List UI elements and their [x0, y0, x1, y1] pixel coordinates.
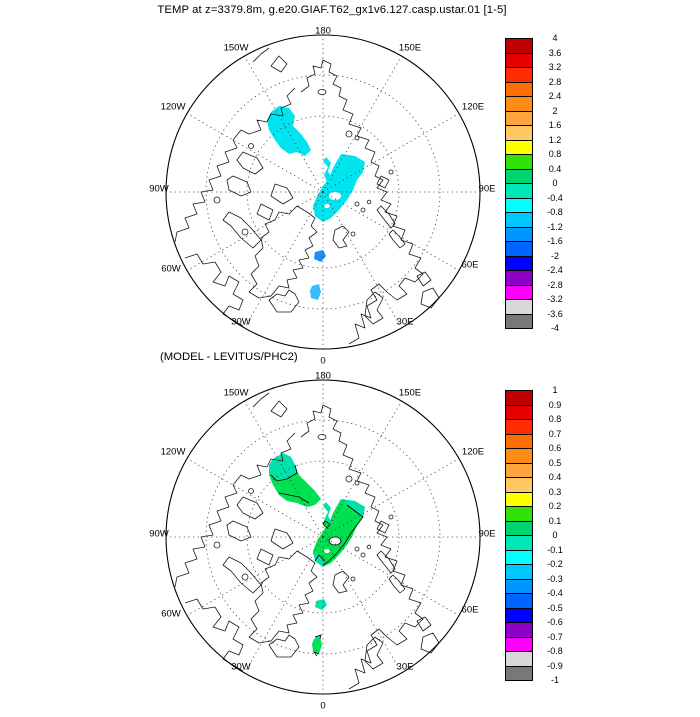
colorbar-box	[505, 212, 533, 228]
colorbar-tick-label: 0.5	[548, 457, 562, 468]
lon-label-30W: 30W	[231, 316, 251, 328]
colorbar-tick-label: -1	[550, 675, 559, 685]
colorbar-box	[505, 241, 533, 257]
colorbar-tick-label: 1.2	[548, 134, 562, 145]
lon-label-60W: 60W	[161, 263, 181, 275]
colorbar-tick-label: -0.4	[547, 588, 563, 598]
colorbar-box	[505, 285, 533, 301]
colorbar-tick-label: -2.4	[547, 265, 563, 275]
colorbar-box	[505, 492, 533, 508]
lon-label-180: 180	[315, 370, 331, 382]
colorbar-box	[505, 434, 533, 450]
colorbar-tick-label: -0.9	[547, 660, 563, 671]
colorbar-tick-label: -4	[550, 323, 559, 333]
colorbar-tick-label: -2.8	[547, 279, 563, 290]
lon-label-120E: 120E	[461, 446, 485, 458]
colorbar-tick-label: -0.2	[547, 559, 563, 569]
colorbar-tick-label: 0.9	[548, 399, 562, 410]
colorbar-tick-label: 2	[552, 105, 558, 116]
lon-label-60E: 60E	[461, 604, 479, 616]
colorbar-box	[505, 227, 533, 243]
colorbar-box	[505, 390, 533, 406]
colorbar-box	[505, 419, 533, 435]
colorbar-tick-label: -0.7	[547, 631, 563, 642]
colorbar-tick-label: 4	[552, 33, 558, 43]
colorbar-tick-label: -1.2	[547, 221, 563, 232]
colorbar-tick-label: 3.2	[548, 62, 562, 72]
lon-label-120W: 120W	[160, 446, 186, 458]
colorbar-box	[505, 637, 533, 653]
colorbar-tick-label: -0.1	[547, 544, 563, 555]
colorbar-box	[505, 579, 533, 595]
colorbar-box	[505, 651, 533, 667]
lon-label-90W: 90W	[149, 528, 169, 540]
colorbar-box	[505, 463, 533, 479]
anomaly-patch-hole	[324, 549, 330, 553]
colorbar-box	[505, 564, 533, 580]
colorbar-tick-label: -0.8	[547, 207, 563, 217]
lon-label-30E: 30E	[396, 661, 414, 673]
lon-label-150W: 150W	[223, 387, 249, 399]
colorbar-tick-label: -2	[550, 250, 559, 261]
colorbar-bottom	[505, 385, 585, 685]
colorbar-tick-label: 0.4	[548, 163, 562, 174]
colorbar-box	[505, 593, 533, 609]
colorbar-tick-label: 0.3	[548, 486, 562, 497]
colorbar-tick-label: 1.6	[548, 120, 562, 130]
colorbar-box	[505, 608, 533, 624]
colorbar-box	[505, 96, 533, 112]
anomaly-patch-hole	[329, 192, 341, 200]
colorbar-tick-label: 0.4	[548, 472, 562, 482]
lon-label-90E: 90E	[478, 528, 496, 540]
colorbar-tick-label: -3.6	[547, 308, 563, 319]
colorbar-tick-label: 0	[552, 178, 558, 188]
colorbar-tick-label: -0.3	[547, 573, 563, 584]
colorbar-box	[505, 67, 533, 83]
lon-label-90E: 90E	[478, 183, 496, 195]
colorbar-tick-label: 1	[552, 385, 558, 395]
colorbar-box	[505, 405, 533, 421]
map-panel-top	[143, 12, 503, 372]
colorbar-box	[505, 666, 533, 682]
colorbar-tick-label: 0.7	[548, 428, 562, 439]
lon-label-60W: 60W	[161, 608, 181, 620]
colorbar-box	[505, 535, 533, 551]
colorbar-box	[505, 154, 533, 170]
anomaly-patches-bottom	[269, 453, 365, 656]
lon-label-150E: 150E	[398, 387, 422, 399]
colorbar-box	[505, 82, 533, 98]
lon-label-180: 180	[315, 25, 331, 37]
colorbar-box	[505, 198, 533, 214]
panel-subtitle: (MODEL - LEVITUS/PHC2)	[160, 351, 298, 363]
anomaly-patch-pole-sliver	[323, 157, 332, 182]
lon-label-30E: 30E	[396, 316, 414, 328]
colorbar-box	[505, 550, 533, 566]
colorbar-tick-label: 0	[552, 530, 558, 540]
colorbar-tick-label: -1.6	[547, 236, 563, 246]
lon-label-60E: 60E	[461, 259, 479, 271]
colorbar-tick-label: 0.8	[548, 149, 562, 159]
colorbar-box	[505, 256, 533, 272]
map-panel-bottom	[143, 357, 503, 717]
lon-label-0: 0	[320, 700, 326, 712]
colorbar-box	[505, 314, 533, 330]
colorbar-tick-label: 0.2	[548, 501, 562, 511]
colorbar-box	[505, 622, 533, 638]
colorbar-box	[505, 125, 533, 141]
colorbar-box	[505, 506, 533, 522]
colorbar-tick-label: -0.6	[547, 617, 563, 627]
colorbar-box	[505, 169, 533, 185]
colorbar-top	[505, 33, 585, 333]
anomaly-patch-fram	[314, 250, 326, 262]
colorbar-tick-label: -0.5	[547, 602, 563, 613]
colorbar-box	[505, 140, 533, 156]
colorbar-tick-label: 0.1	[548, 515, 562, 526]
colorbar-box	[505, 183, 533, 199]
colorbar-tick-label: 0.8	[548, 414, 562, 424]
lon-label-90W: 90W	[149, 183, 169, 195]
colorbar-box	[505, 111, 533, 127]
colorbar-box	[505, 521, 533, 537]
lon-label-120W: 120W	[160, 101, 186, 113]
colorbar-box	[505, 448, 533, 464]
colorbar-tick-label: 0.6	[548, 443, 562, 453]
colorbar-tick-label: -0.4	[547, 192, 563, 203]
lon-label-0: 0	[320, 355, 326, 367]
colorbar-box	[505, 477, 533, 493]
colorbar-tick-label: -3.2	[547, 294, 563, 304]
anomaly-patch-fram	[315, 599, 327, 610]
lon-label-150E: 150E	[398, 42, 422, 54]
colorbar-box	[505, 299, 533, 315]
colorbar-tick-label: 2.8	[548, 76, 562, 87]
colorbar-tick-label: 2.4	[548, 91, 562, 101]
colorbar-box	[505, 270, 533, 286]
lon-label-30W: 30W	[231, 661, 251, 673]
anomaly-patch-canada-basin	[267, 106, 311, 156]
page-title: TEMP at z=3379.8m, g.e20.GIAF.T62_gx1v6.127.casp.ustar.01 [1-5]	[157, 4, 507, 16]
colorbar-box	[505, 38, 533, 54]
anomaly-patch-hole	[324, 204, 330, 208]
colorbar-box	[505, 53, 533, 69]
colorbar-tick-label: 3.6	[548, 47, 562, 58]
anomaly-patch-norwegian-sea	[310, 284, 321, 300]
anomaly-patch-makarov	[313, 154, 365, 222]
lon-label-120E: 120E	[461, 101, 485, 113]
lon-label-150W: 150W	[223, 42, 249, 54]
colorbar-tick-label: -0.8	[547, 646, 563, 656]
